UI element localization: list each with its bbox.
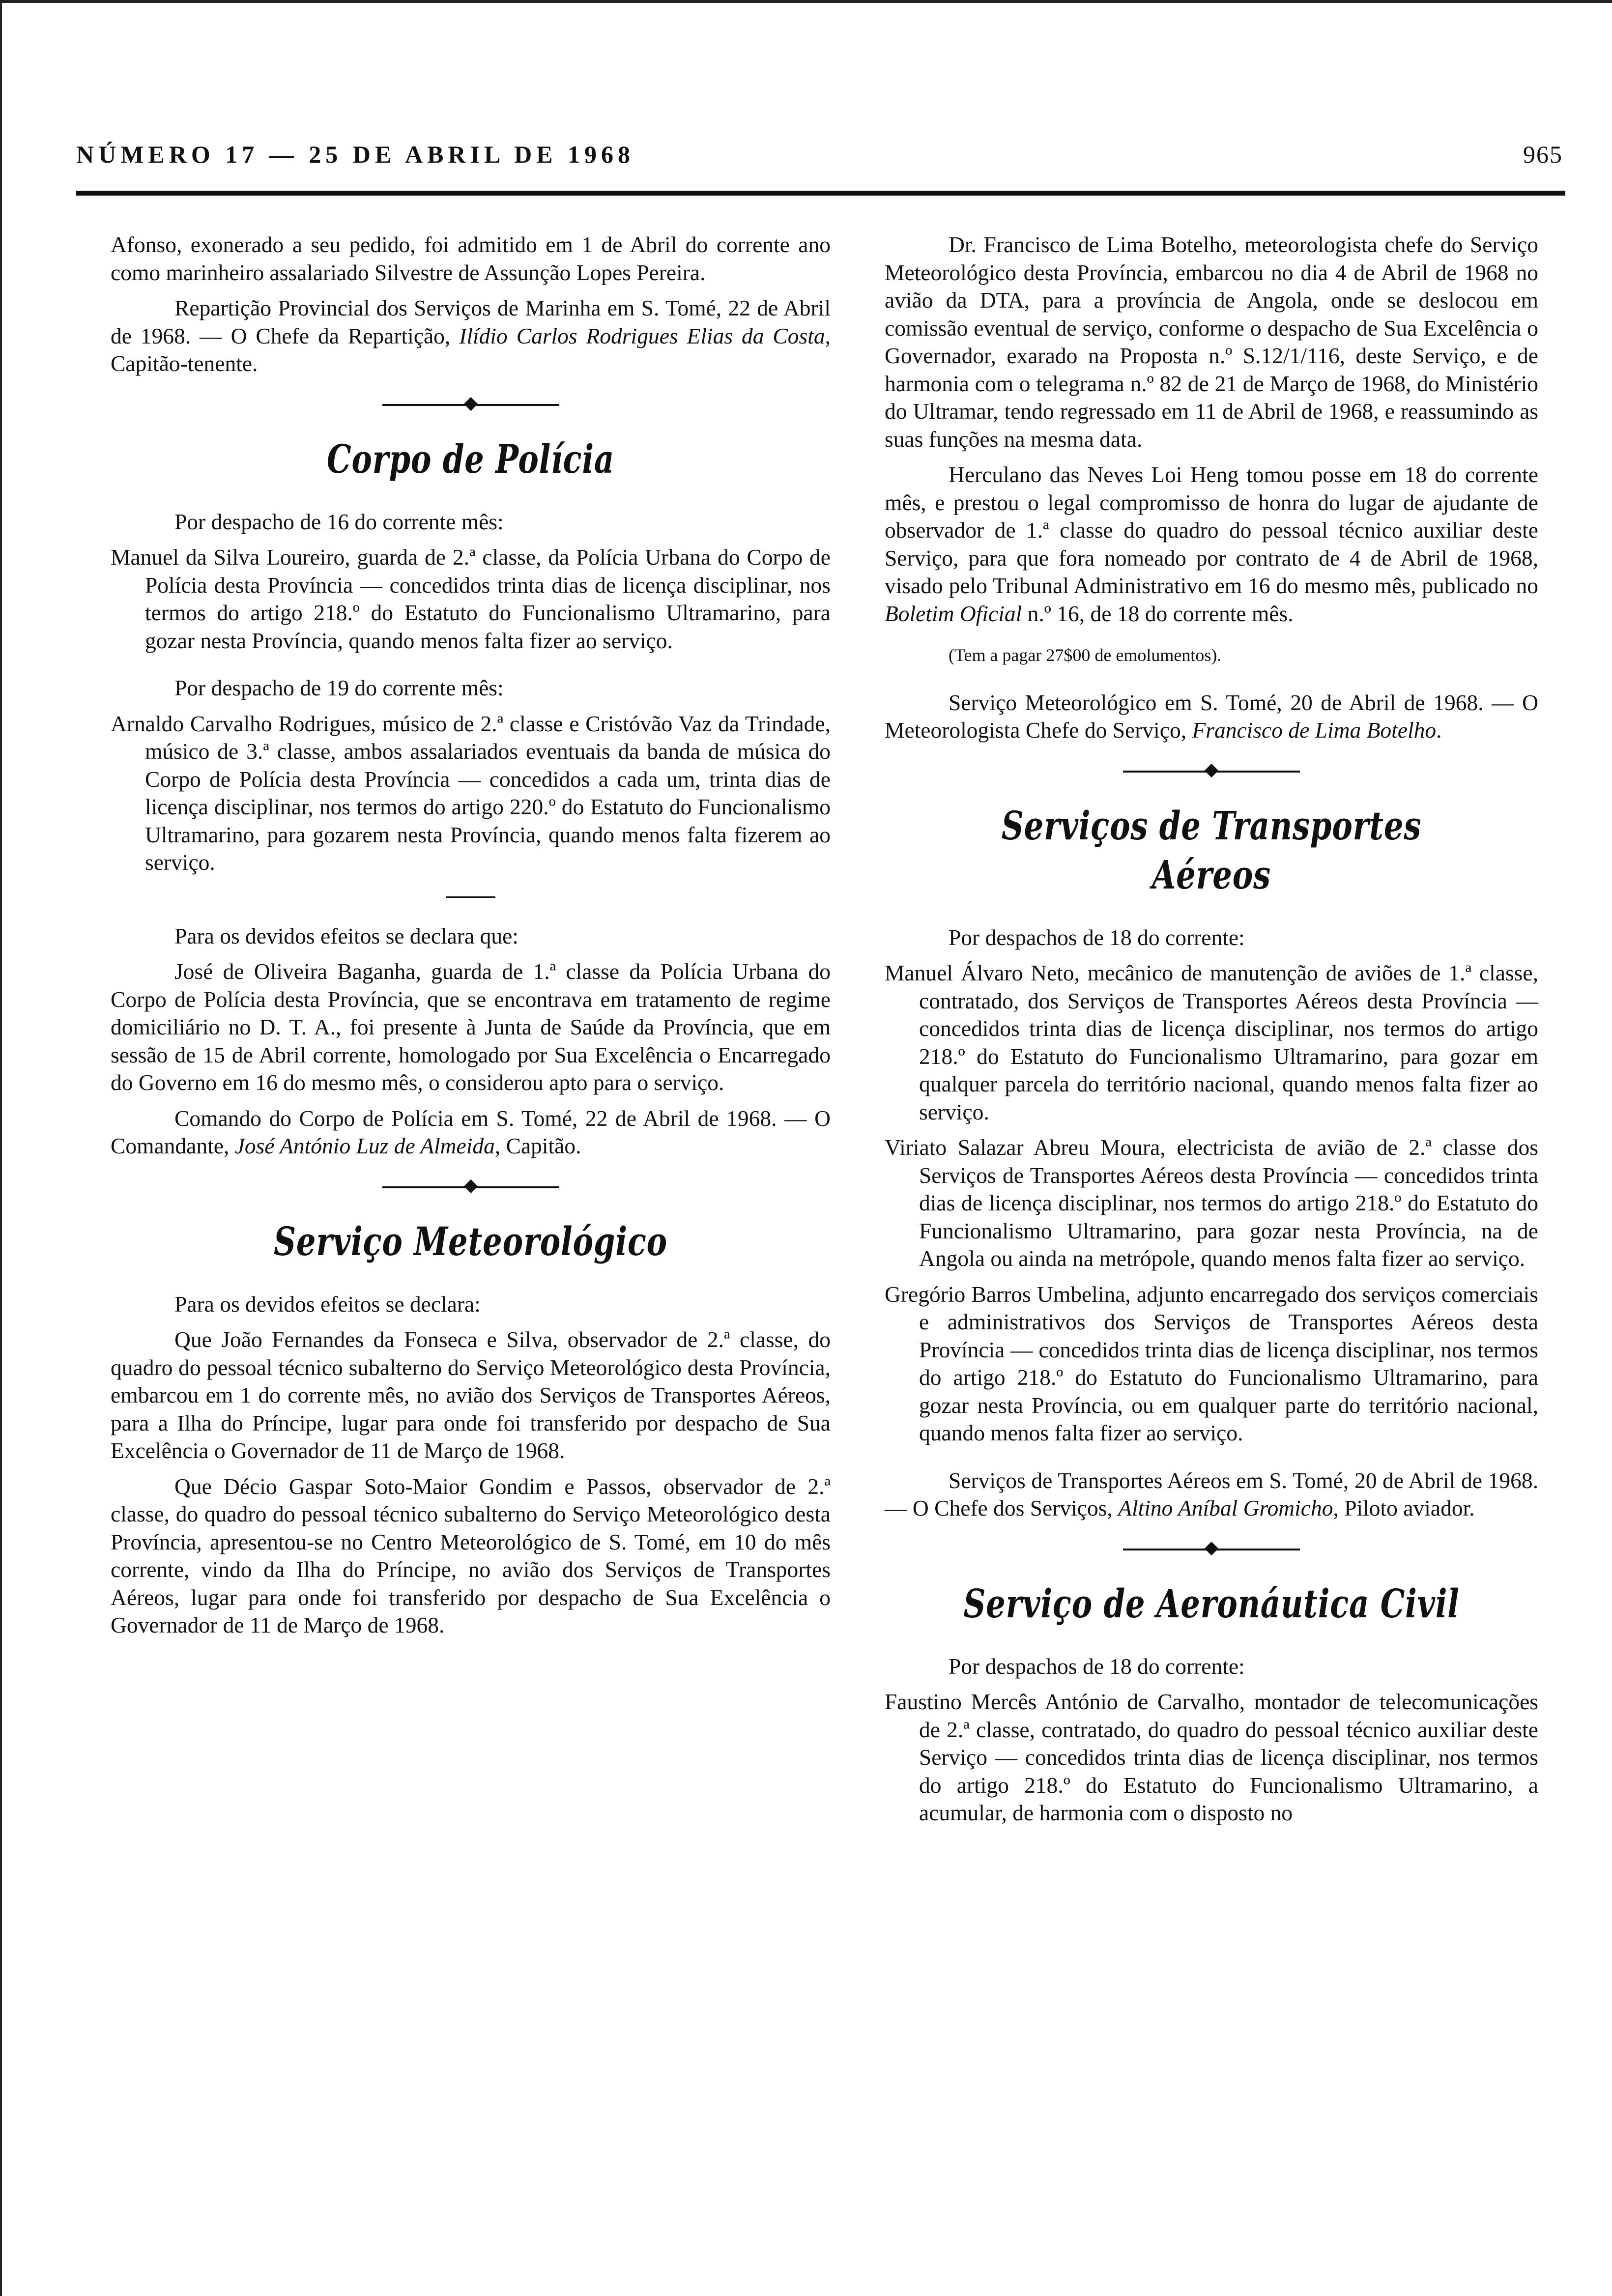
signoff-end: . — [1436, 718, 1442, 743]
issue-date-header: NÚMERO 17 — 25 DE ABRIL DE 1968 — [76, 141, 635, 168]
signoff-rank: , Capitão-tenente. — [111, 323, 831, 376]
paragraph-text: n.º 16, de 18 do corrente mês. — [1022, 601, 1294, 626]
list-item — [885, 461, 1538, 628]
right-column — [885, 231, 1538, 1835]
section-divider-ornament — [1123, 764, 1300, 779]
section-title-transportes-aereos: Serviços de Transportes Aéreos — [1001, 802, 1422, 898]
despacho-heading: Por despacho de 19 do corrente mês: — [174, 675, 504, 700]
meteo-signoff — [885, 689, 1538, 745]
marinha-signoff — [111, 294, 831, 378]
signoff-rank: , Capitão. — [494, 1133, 581, 1158]
section-title-corpo-policia: Corpo de Polícia — [326, 435, 615, 482]
list-item: Gregório Barros Umbelina, adjunto encarregado dos serviços comerciais e administrativos dos Serviços de Transportes Aéreos desta Província — concedidos trinta dias de licença disciplinar, nos termos do artigo 218.º do Estatuto do Funcionalismo Ultramarino, para gozar nesta Província, ou em qualquer parte do território nacional, quando menos falta fizer ao serviço. — [885, 1281, 1538, 1445]
list-item: Manuel da Silva Loureiro, guarda de 2.ª classe, da Polícia Urbana do Corpo de Polícia desta Província — concedidos trinta dias de licença disciplinar, nos termos do artigo 218.º do Estatuto do Funcionalismo Ultramarino, para gozar nesta Província, quando menos falta fizer ao serviço. — [111, 545, 831, 653]
section-title-aeronautica-civil: Serviço de Aeronáutica Civil — [963, 1580, 1460, 1627]
section-divider-ornament — [382, 1180, 559, 1195]
despacho-heading: Por despachos de 18 do corrente: — [949, 1653, 1245, 1679]
section-divider-ornament — [382, 398, 559, 412]
signoff-text: Repartição Provincial dos Serviços de Marinha em S. Tomé, 22 de Abril de 1968. — O Chefe da Repartição, — [111, 295, 831, 348]
list-item: Que Décio Gaspar Soto-Maior Gondim e Passos, observador de 2.ª classe, do quadro do pessoal técnico subalterno do Serviço Meteorológico desta Província, apresentou-se no Centro Meteorológico de S. Tomé, em 10 do mês corrente, vindo da Ilha do Príncipe, no avião dos Serviços de Transportes Aéreos, lugar para onde foi transferido por despacho de Sua Excelência o Governador de 11 de Março de 1968. — [111, 1473, 831, 1637]
left-column — [111, 231, 831, 1647]
signoff-text: Comando do Corpo de Polícia em S. Tomé, 22 de Abril de 1968. — O Comandante, — [111, 1105, 831, 1158]
despacho-heading: Por despachos de 18 do corrente: — [949, 924, 1245, 950]
policia-signoff — [111, 1105, 831, 1160]
page-number: 965 — [1523, 141, 1563, 168]
list-item: Viriato Salazar Abreu Moura, electricista de avião de 2.ª classe dos Serviços de Transportes Aéreos desta Província — concedidos trinta dias de licença disciplinar, nos termos do artigo 218.º do Estatuto do Funcionalismo Ultramarino, para gozar nesta Província, na de Angola ou ainda na metrópole, quando menos falta fizer ao serviço. — [885, 1135, 1538, 1271]
declara-heading: Para os devidos efeitos se declara: — [174, 1291, 481, 1317]
signoff-rank: , Piloto aviador. — [1333, 1495, 1475, 1521]
list-item: Que João Fernandes da Fonseca e Silva, observador de 2.ª classe, do quadro do pessoal técnico subalterno do Serviço Meteorológico desta Província, embarcou em 1 do corrente mês, no avião dos Serviços de Transportes Aéreos, para a Ilha do Príncipe, lugar para onde foi transferido por despacho de Sua Excelência o Governador de 11 de Março de 1968. — [111, 1327, 831, 1463]
section-divider-ornament — [1123, 1542, 1300, 1557]
signoff-text: Serviços de Transportes Aéreos em S. Tomé, 20 de Abril de 1968. — O Chefe dos Serviços, — [885, 1467, 1538, 1521]
emolumentos-note: (Tem a pagar 27$00 de emolumentos). — [949, 645, 1222, 665]
running-header — [76, 140, 1563, 174]
declara-heading: Para os devidos efeitos se declara que: — [174, 923, 518, 948]
list-item: Faustino Mercês António de Carvalho, montador de telecomunicações de 2.ª classe, contratado, do quadro do pessoal técnico auxiliar deste Serviço — concedidos trinta dias de licença disciplinar, nos termos do artigo 218.º do Estatuto do Funcionalismo Ultramarino, a acumular, de harmonia com o disposto no — [885, 1689, 1538, 1825]
list-item: Arnaldo Carvalho Rodrigues, músico de 2.ª classe e Cristóvão Vaz da Trindade, músico de 3.ª classe, ambos assalariados eventuais da banda de música do Corpo de Polícia desta Província — concedidos a cada um, trinta dias de licença disciplinar, nos termos do artigo 220.º do Estatuto do Funcionalismo Ultramarino, para gozarem nesta Província, quando menos falta fizerem ao serviço. — [111, 711, 831, 875]
section-title-meteorologico: Serviço Meteorológico — [273, 1218, 668, 1264]
header-rule — [76, 191, 1565, 196]
continuation-paragraph: Afonso, exonerado a seu pedido, foi admitido em 1 de Abril do corrente ano como marinheiro assalariado Silvestre de Assunção Lopes Pereira. — [111, 232, 831, 285]
signatory-name: Ilídio Carlos Rodrigues Elias da Costa — [459, 323, 825, 348]
list-item: Manuel Álvaro Neto, mecânico de manutenção de aviões de 1.ª classe, contratado, dos Serviços de Transportes Aéreos desta Província — concedidos trinta dias de licença disciplinar, nos termos do artigo 218.º do Estatuto do Funcionalismo Ultramarino, para gozar em qualquer parcela do território nacional, quando menos falta fizer ao serviço. — [885, 960, 1538, 1124]
list-item: José de Oliveira Baganha, guarda de 1.ª classe da Polícia Urbana do Corpo de Polícia desta Província, que se encontrava em tratamento de regime domiciliário no D. T. A., foi presente à Junta de Saúde da Província, que em sessão de 15 de Abril corrente, homologado por Sua Excelência o Encarregado do Governo em 16 do mesmo mês, o considerou apto para o serviço. — [111, 959, 831, 1095]
transportes-signoff — [885, 1467, 1538, 1522]
paragraph-text: Herculano das Neves Loi Heng tomou posse em 18 do corrente mês, e prestou o legal compromisso de honra do lugar de ajudante de observador de 1.ª classe do quadro do pessoal técnico auxiliar deste Serviço, para que fora nomeado por contrato de 4 de Abril de 1968, visado pelo Tribunal Administrativo em 16 do mesmo mês, publicado no — [885, 462, 1538, 598]
short-divider — [446, 896, 495, 898]
despacho-heading: Por despacho de 16 do corrente mês: — [174, 509, 504, 534]
list-item: Dr. Francisco de Lima Botelho, meteorologista chefe do Serviço Meteorológico desta Província, embarcou no dia 4 de Abril de 1968 no avião da DTA, para a província de Angola, onde se deslocou em comissão eventual de serviço, conforme o despacho de Sua Excelência o Governador, exarado na Proposta n.º S.12/1/116, deste Serviço, e de harmonia com o telegrama n.º 82 de 21 de Março de 1968, do Ministério do Ultramar, tendo regressado em 11 de Abril de 1968, e reassumindo as suas funções na mesma data. — [885, 232, 1538, 452]
publication-name: Boletim Oficial — [885, 601, 1022, 626]
signatory-name: Altino Aníbal Gromicho — [1118, 1495, 1333, 1521]
signatory-name: José António Luz de Almeida — [234, 1133, 495, 1158]
signatory-name: Francisco de Lima Botelho — [1192, 718, 1437, 743]
signoff-text: Serviço Meteorológico em S. Tomé, 20 de Abril de 1968. — O Meteorologista Chefe do Serviço, — [885, 689, 1538, 743]
